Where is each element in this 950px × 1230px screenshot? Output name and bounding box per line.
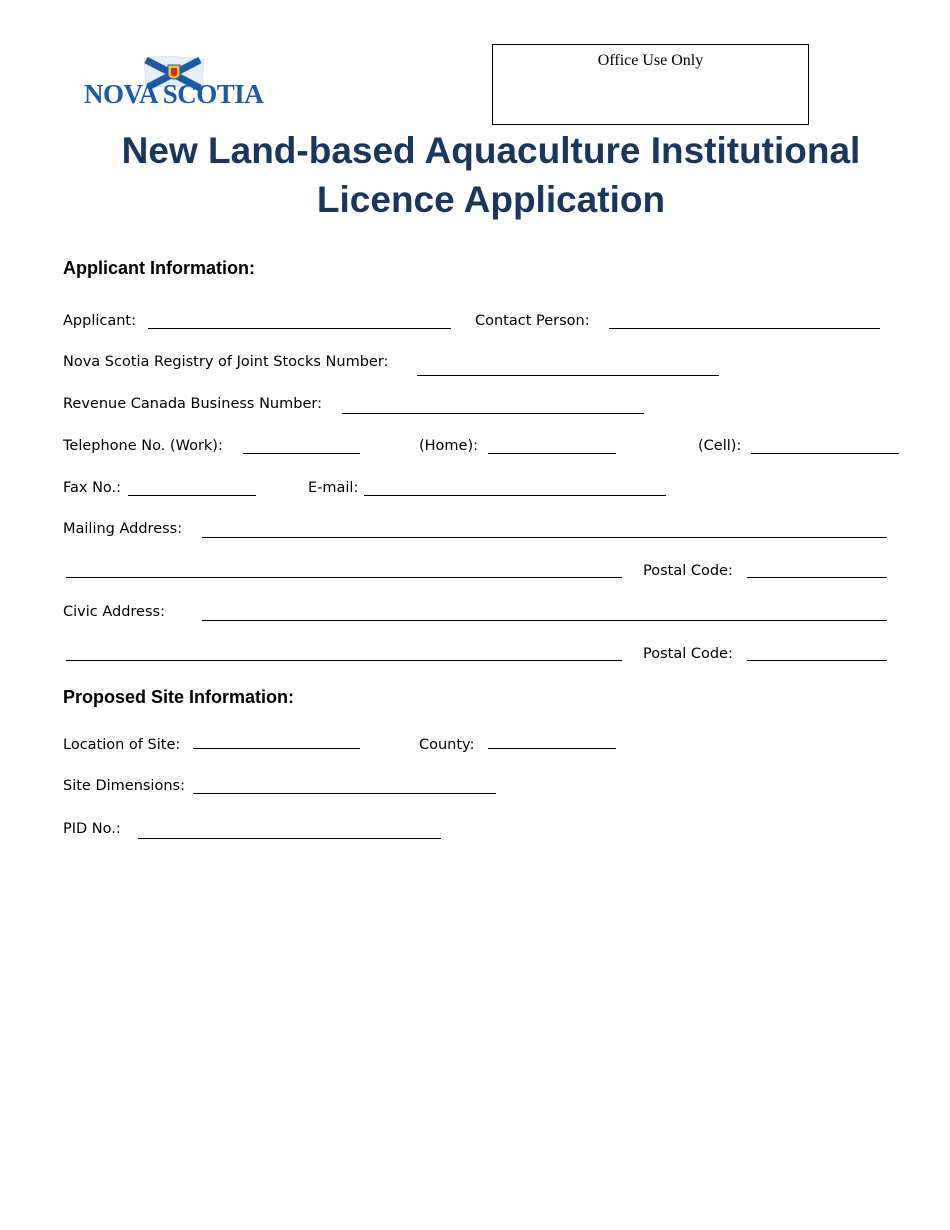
registry-number-field[interactable] — [417, 375, 719, 376]
telephone-work-label: Telephone No. (Work): — [63, 438, 223, 454]
logo-text: NOVA SCOTIA — [84, 79, 264, 109]
telephone-cell-field[interactable] — [751, 453, 899, 454]
dimensions-field[interactable] — [193, 793, 496, 794]
location-label: Location of Site: — [63, 737, 181, 753]
mailing-address-field[interactable] — [202, 537, 887, 538]
email-field[interactable] — [364, 495, 666, 496]
contact-person-field[interactable] — [609, 328, 880, 329]
fax-label: Fax No.: — [63, 480, 122, 496]
business-number-field[interactable] — [342, 413, 644, 414]
civic-address-field[interactable] — [202, 620, 887, 621]
mailing-postal-code-field[interactable] — [747, 577, 887, 578]
applicant-label: Applicant: — [63, 313, 137, 329]
nova-scotia-logo — [82, 52, 272, 114]
telephone-cell-label: (Cell): — [698, 438, 742, 454]
mailing-address-label: Mailing Address: — [63, 521, 183, 537]
civic-address-line2-field[interactable] — [66, 660, 622, 661]
title-line-2: Licence Application — [316, 179, 666, 220]
pid-label: PID No.: — [63, 821, 121, 837]
contact-person-label: Contact Person: — [475, 313, 590, 329]
page-title — [60, 126, 922, 224]
office-use-label: Office Use Only — [597, 52, 704, 69]
pid-field[interactable] — [138, 838, 441, 839]
dimensions-label: Site Dimensions: — [63, 778, 185, 794]
applicant-field[interactable] — [148, 328, 451, 329]
location-field[interactable] — [193, 748, 360, 749]
mailing-postal-code-label: Postal Code: — [643, 563, 733, 579]
mailing-address-line2-field[interactable] — [66, 577, 622, 578]
title-line-1: New Land-based Aquaculture Institutional — [121, 130, 861, 171]
telephone-work-field[interactable] — [243, 453, 360, 454]
civic-postal-code-field[interactable] — [747, 660, 887, 661]
county-label: County: — [419, 737, 475, 753]
email-label: E-mail: — [308, 480, 359, 496]
fax-field[interactable] — [128, 495, 256, 496]
registry-number-label: Nova Scotia Registry of Joint Stocks Number: — [63, 354, 389, 370]
section-heading-applicant: Applicant Information: — [63, 258, 255, 278]
telephone-home-field[interactable] — [488, 453, 616, 454]
office-use-box — [492, 44, 809, 125]
county-field[interactable] — [488, 748, 616, 749]
business-number-label: Revenue Canada Business Number: — [63, 396, 322, 412]
civic-postal-code-label: Postal Code: — [643, 646, 733, 662]
section-heading-site: Proposed Site Information: — [63, 687, 295, 707]
telephone-home-label: (Home): — [419, 438, 479, 454]
civic-address-label: Civic Address: — [63, 604, 165, 620]
